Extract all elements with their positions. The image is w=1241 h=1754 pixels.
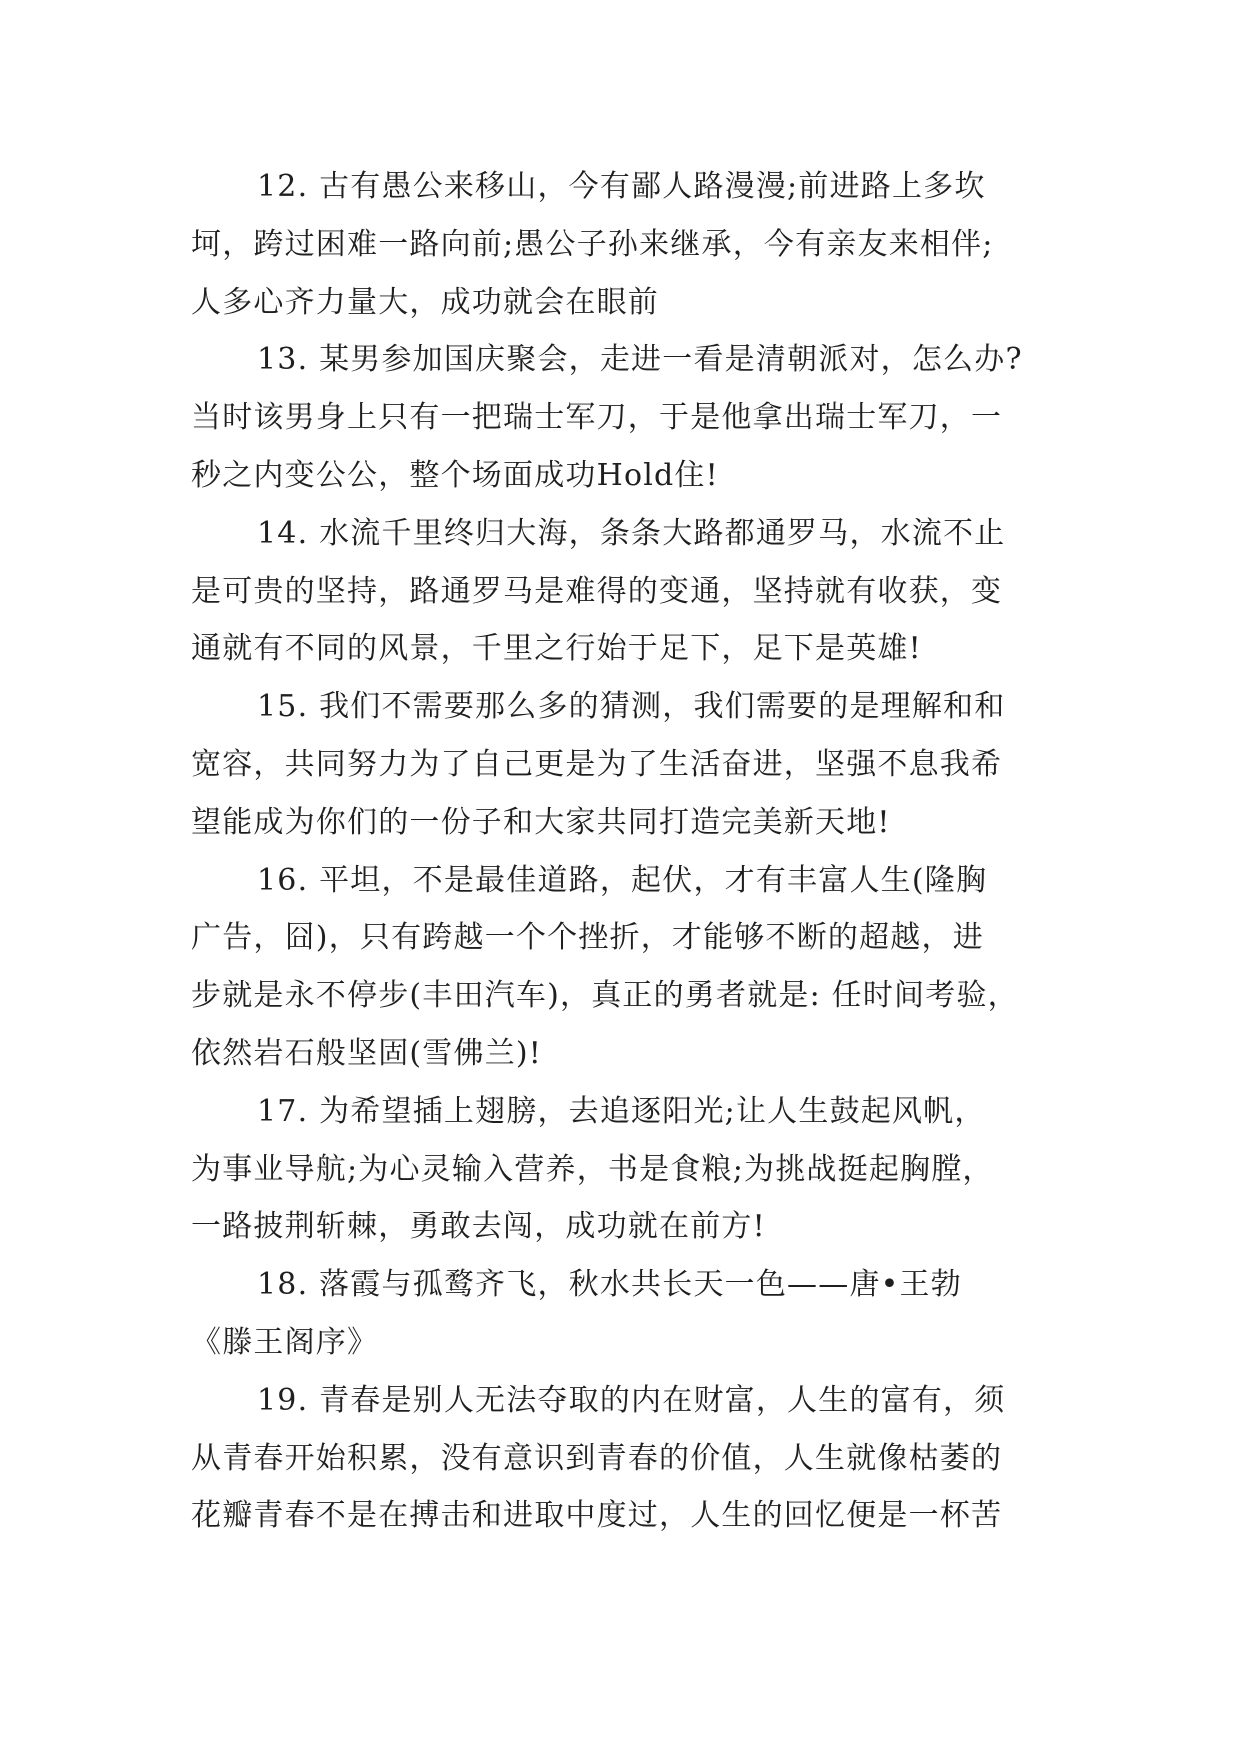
paragraph-12-line-1	[191, 158, 1049, 216]
paragraph-13-line-2: 当时该男身上只有一把瑞士军刀，于是他拿出瑞士军刀，一	[191, 400, 1003, 436]
paragraph-14-line-2: 是可贵的坚持，路通罗马是难得的变通，坚持就有收获，变	[191, 573, 1003, 609]
paragraph-13-line-1	[191, 331, 1049, 389]
paragraph-16-line-1	[191, 852, 1049, 910]
paragraph-text: 水流千里终归大海，条条大路都通罗马，水流不止	[319, 515, 1006, 551]
paragraph-number: 14.	[257, 515, 309, 551]
paragraph-19-line-3: 花瓣青春不是在搏击和进取中度过，人生的回忆便是一杯苦	[191, 1498, 1003, 1534]
paragraph-18-line-2: 《滕王阁序》	[191, 1324, 379, 1360]
paragraph-15-line-3: 望能成为你们的一份子和大家共同打造完美新天地!	[191, 804, 891, 840]
paragraph-text: 古有愚公来移山，今有鄙人路漫漫;前进路上多坎	[319, 169, 986, 204]
paragraph-text: 我们不需要那么多的猜测，我们需要的是理解和和	[319, 689, 1006, 725]
paragraph-13-line-3: 秒之内变公公，整个场面成功Hold住!	[191, 457, 719, 493]
paragraph-number: 19.	[257, 1382, 309, 1418]
paragraph-16-line-4: 依然岩石般坚固(雪佛兰)!	[191, 1035, 543, 1071]
paragraph-number: 16.	[257, 862, 309, 898]
text-block	[191, 158, 1049, 1545]
paragraph-15-line-1	[191, 678, 1049, 736]
paragraph-14-line-3: 通就有不同的风景，千里之行始于足下，足下是英雄!	[191, 631, 922, 667]
paragraph-17-line-2: 为事业导航;为心灵输入营养，书是食粮;为挑战挺起胸膛，	[191, 1151, 994, 1187]
paragraph-16-line-2: 广告，囧)，只有跨越一个个挫折，才能够不断的超越，进	[191, 920, 984, 956]
paragraph-17-line-3: 一路披荆斩棘，勇敢去闯，成功就在前方!	[191, 1209, 766, 1245]
paragraph-text: 为希望插上翅膀，去追逐阳光;让人生鼓起风帆，	[319, 1093, 986, 1129]
paragraph-number: 18.	[257, 1267, 309, 1303]
paragraph-text: 青春是别人无法夺取的内在财富，人生的富有，须	[319, 1382, 1006, 1418]
paragraph-12-line-2: 坷，跨过困难一路向前;愚公子孙来继承，今有亲友来相伴;	[191, 226, 994, 262]
paragraph-text: 平坦，不是最佳道路，起伏，才有丰富人生(隆胸	[319, 862, 988, 898]
paragraph-number: 13.	[257, 342, 309, 378]
paragraph-number: 15.	[257, 689, 309, 725]
paragraph-12-line-3: 人多心齐力量大，成功就会在眼前	[191, 284, 659, 320]
paragraph-17-line-1	[191, 1083, 1049, 1141]
paragraph-19-line-2: 从青春开始积累，没有意识到青春的价值，人生就像枯萎的	[191, 1440, 1003, 1476]
paragraph-text: 某男参加国庆聚会，走进一看是清朝派对，怎么办?	[319, 342, 1023, 378]
paragraph-14-line-1	[191, 505, 1049, 563]
paragraph-18-line-1	[191, 1256, 1049, 1314]
paragraph-16-line-3: 步就是永不停步(丰田汽车)，真正的勇者就是: 任时间考验，	[191, 978, 1019, 1014]
paragraph-19-line-1	[191, 1372, 1049, 1430]
paragraph-text: 落霞与孤鹜齐飞，秋水共长天一色——唐•王勃	[319, 1267, 962, 1303]
paragraph-15-line-2: 宽容，共同努力为了自己更是为了生活奋进，坚强不息我希	[191, 746, 1003, 782]
paragraph-number: 17.	[257, 1093, 309, 1129]
paragraph-number: 12.	[257, 169, 309, 204]
